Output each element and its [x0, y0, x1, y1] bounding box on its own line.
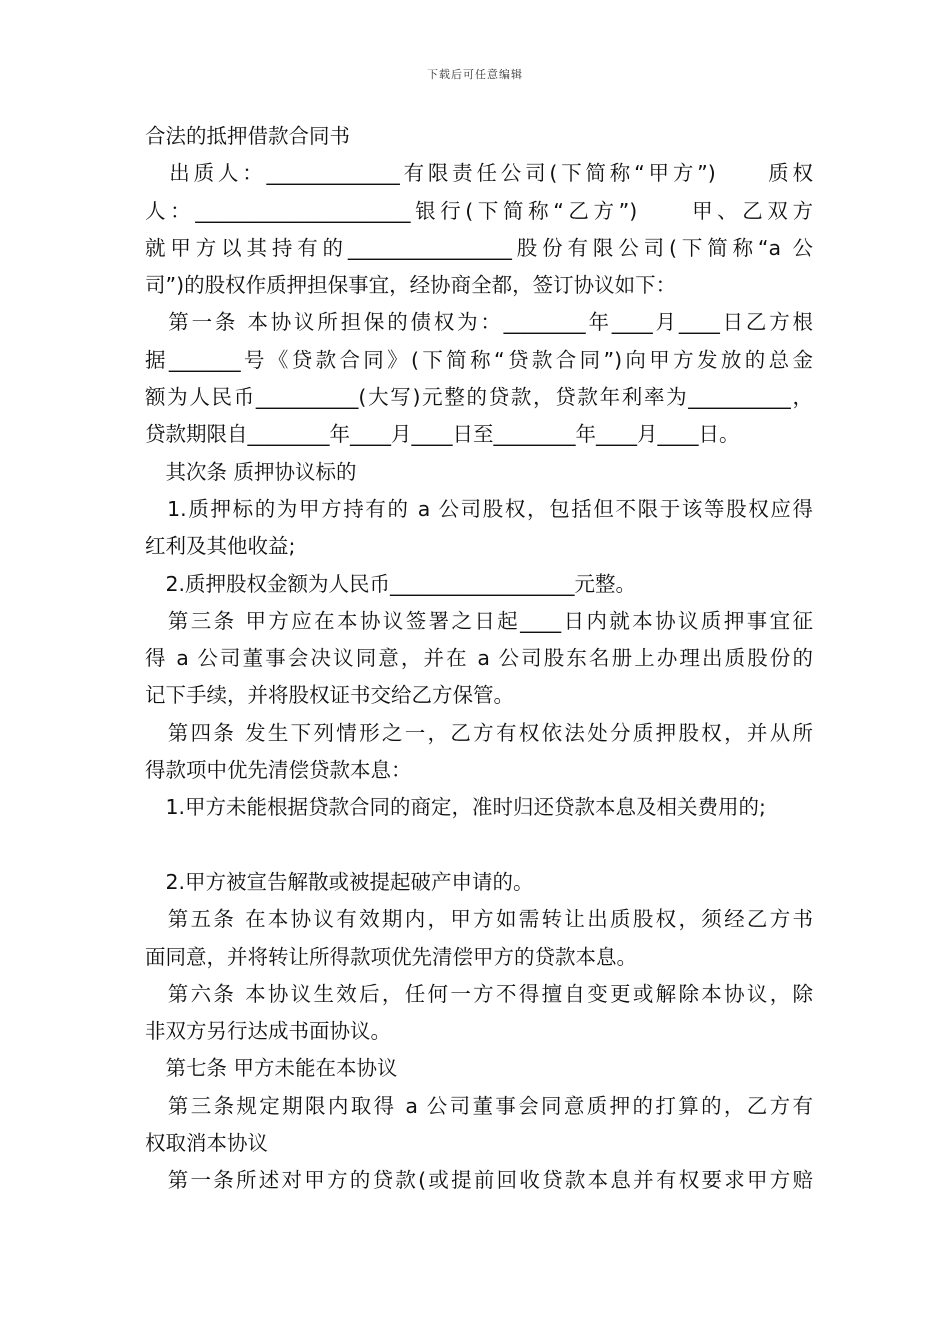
- text-line: 面同意，并将转让所得款项优先清偿甲方的贷款本息。: [145, 944, 637, 969]
- text-line: 出质人：_____________有限责任公司(下简称“甲方”) 质权: [145, 161, 813, 186]
- text-line: 第七条 甲方未能在本协议: [145, 1056, 398, 1081]
- text-line: 第五条 在本协议有效期内，甲方如需转让出质股权，须经乙方书: [145, 907, 813, 932]
- page-header: 下载后可任意编辑: [427, 68, 523, 81]
- text-line: 额为人民币__________(大写)元整的贷款，贷款年利率为__________，: [145, 385, 813, 410]
- text-line: 第三条规定期限内取得 a 公司董事会同意质押的打算的，乙方有: [145, 1093, 813, 1118]
- text-line: 第一条 本协议所担保的债权为：________年____月____日乙方根: [145, 310, 813, 335]
- text-line: 1.质押标的为甲方持有的 a 公司股权，包括但不限于该等股权应得: [145, 496, 813, 521]
- text-line: 第三条 甲方应在本协议签署之日起____日内就本协议质押事宜征: [145, 608, 813, 633]
- text-line: 就甲方以其持有的________________股份有限公司(下简称“a 公: [145, 235, 813, 260]
- blank-line: [145, 827, 813, 864]
- text-line: 1.甲方未能根据贷款合同的商定，准时归还贷款本息及相关费用的;: [145, 795, 766, 820]
- text-line: 第四条 发生下列情形之一，乙方有权依法处分质押股权，并从所: [145, 720, 813, 745]
- text-line: 第一条所述对甲方的贷款(或提前回收贷款本息并有权要求甲方赔: [145, 1168, 813, 1193]
- text-line: 第六条 本协议生效后，任何一方不得擅自变更或解除本协议，除: [145, 981, 813, 1006]
- text-line: 得 a 公司董事会决议同意，并在 a 公司股东名册上办理出质股份的: [145, 646, 813, 671]
- text-line: 贷款期限自________年____月____日至________年____月____日。: [145, 422, 740, 447]
- document-body: [145, 118, 813, 1200]
- text-line: 据_______号《贷款合同》(下简称“贷款合同”)向甲方发放的总金: [145, 347, 813, 372]
- text-line: 得款项中优先清偿贷款本息：: [145, 758, 412, 783]
- text-line: 人：_____________________银行(下简称“乙方”) 甲、乙双方: [145, 198, 813, 223]
- text-line: 非双方另行达成书面协议。: [145, 1019, 391, 1044]
- text-line: 2.甲方被宣告解散或被提起破产申请的。: [145, 869, 534, 894]
- text-line: 权取消本协议: [145, 1131, 268, 1156]
- text-line: 红利及其他收益;: [145, 534, 296, 559]
- text-line: 2.质押股权金额为人民币__________________元整。: [145, 571, 637, 596]
- text-line: 司”)的股权作质押担保事宜，经协商全都，签订协议如下：: [145, 273, 677, 298]
- text-line: 其次条 质押协议标的: [145, 459, 357, 484]
- document-title: 合法的抵押借款合同书: [145, 124, 350, 148]
- text-line: 记下手续，并将股权证书交给乙方保管。: [145, 683, 514, 708]
